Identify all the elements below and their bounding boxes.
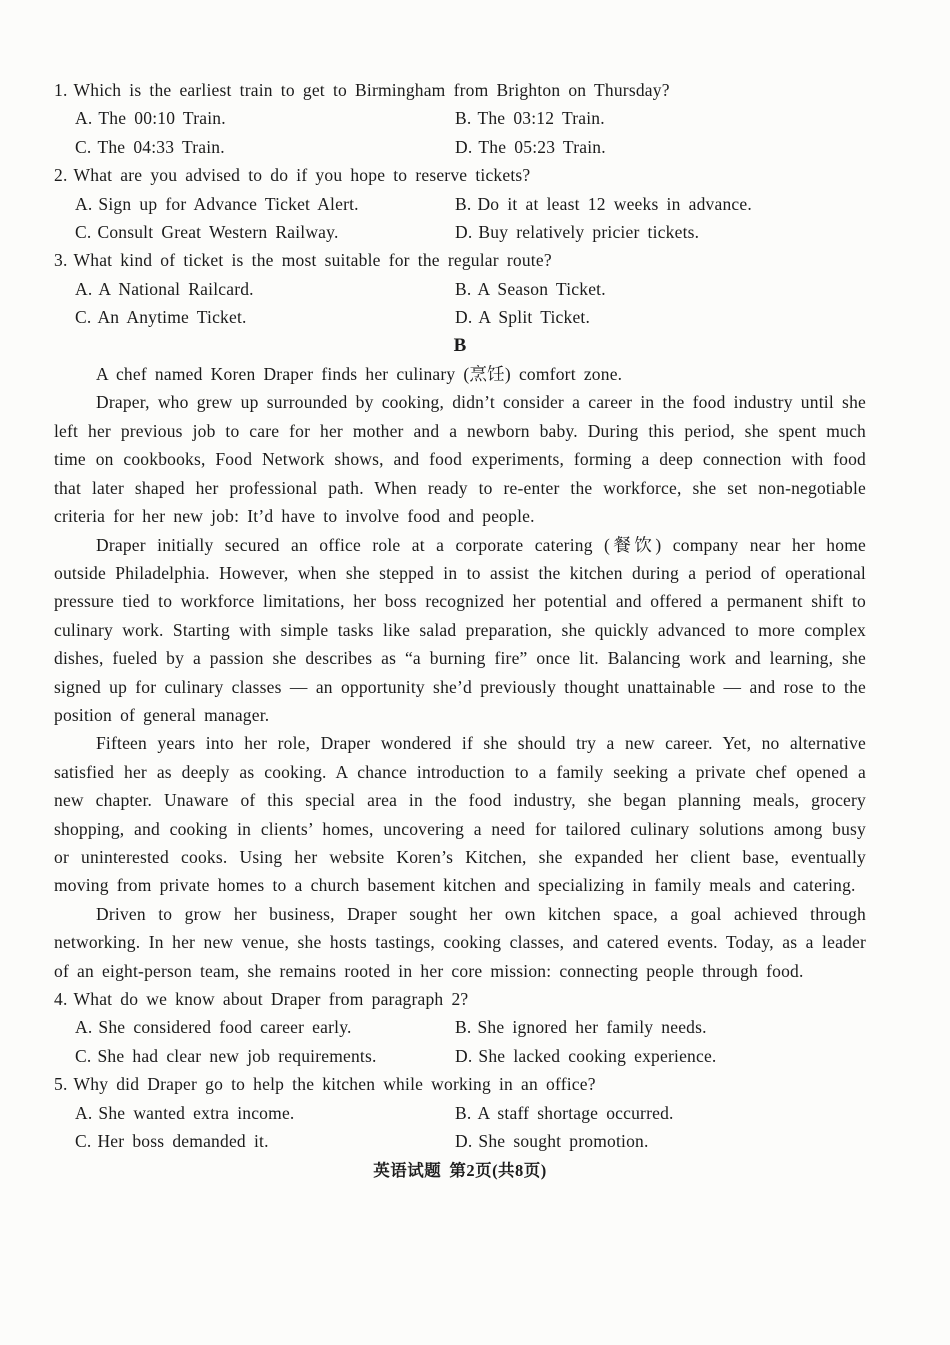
option-label: A.: [75, 108, 93, 129]
option-c: [75, 133, 455, 161]
option-text: The 04:33 Train.: [97, 136, 225, 157]
question-4: [54, 985, 866, 1070]
option-text: Her boss demanded it.: [97, 1131, 269, 1152]
question-3: [54, 246, 866, 331]
option-b: [455, 104, 866, 132]
passage-paragraph-1: Draper, who grew up surrounded by cooking, didn’t consider a career in the food industry until she left her previous job to care for her mother and a newborn baby. During this period, she spent much time on cookbooks, Food Network shows, and food experiments, forming a deep connection with food that later shaped her professional path. When ready to re-enter the workforce, she set non-negotiable criteria for her new job: It’d have to involve food and people.: [54, 392, 866, 527]
question-1: [54, 76, 866, 161]
question-text: What kind of ticket is the most suitable for the regular route?: [73, 250, 552, 271]
page-content: [54, 76, 866, 1186]
option-a: [75, 1013, 455, 1041]
option-label: B.: [455, 1017, 472, 1038]
option-label: A.: [75, 278, 93, 299]
option-b: [455, 1099, 866, 1127]
option-c: [75, 303, 455, 331]
option-text: Buy relatively pricier tickets.: [478, 222, 700, 243]
option-label: D.: [455, 136, 473, 157]
option-label: A.: [75, 1102, 93, 1123]
question-stem: [54, 161, 866, 189]
question-stem: [54, 76, 866, 104]
option-a: [75, 1099, 455, 1127]
question-number: 5.: [54, 1074, 68, 1095]
option-text: She sought promotion.: [478, 1131, 649, 1152]
option-a: [75, 104, 455, 132]
section-b-label: B: [453, 334, 467, 356]
option-d: [455, 303, 866, 331]
options-grid: [54, 275, 866, 332]
question-5: [54, 1070, 866, 1155]
option-text: A Split Ticket.: [478, 307, 591, 328]
option-label: B.: [455, 1102, 472, 1123]
options-grid: [54, 104, 866, 161]
option-text: An Anytime Ticket.: [97, 307, 247, 328]
question-stem: [54, 1070, 866, 1098]
option-text: A staff shortage occurred.: [477, 1102, 674, 1123]
option-d: [455, 218, 866, 246]
option-a: [75, 190, 455, 218]
option-b: [455, 190, 866, 218]
question-stem: [54, 985, 866, 1013]
question-2: [54, 161, 866, 246]
option-text: The 05:23 Train.: [478, 136, 606, 157]
option-label: C.: [75, 1131, 92, 1152]
option-d: [455, 1042, 866, 1070]
option-label: B.: [455, 108, 472, 129]
question-number: 3.: [54, 250, 68, 271]
option-label: C.: [75, 307, 92, 328]
option-text: A National Railcard.: [98, 278, 254, 299]
option-d: [455, 133, 866, 161]
question-text: Why did Draper go to help the kitchen while working in an office?: [73, 1074, 596, 1095]
option-label: A.: [75, 193, 93, 214]
passage-paragraph-2: Draper initially secured an office role at a corporate catering (餐饮) company near her home outside Philadelphia. However, when she stepped in to assist the kitchen during a period of operational pressure tied to workforce limitations, her boss recognized her potential and offered a permanent shift to culinary work. Starting with simple tasks like salad preparation, she quickly advanced to more complex dishes, fueled by a passion she describes as “a burning fire” once lit. Balancing work and learning, she signed up for culinary classes — an opportunity she’d previously thought unattainable — and rose to the position of general manager.: [54, 534, 866, 725]
page-footer: 英语试题 第2页(共8页): [373, 1161, 547, 1181]
option-c: [75, 218, 455, 246]
option-text: Do it at least 12 weeks in advance.: [477, 193, 752, 214]
option-label: D.: [455, 1131, 473, 1152]
option-label: D.: [455, 307, 473, 328]
question-number: 1.: [54, 80, 68, 100]
option-label: C.: [75, 222, 92, 243]
question-number: 4.: [54, 989, 68, 1009]
option-text: Sign up for Advance Ticket Alert.: [98, 193, 359, 214]
question-text: Which is the earliest train to get to Birmingham from Brighton on Thursday?: [73, 80, 670, 100]
question-text: What do we know about Draper from paragraph 2?: [73, 989, 469, 1009]
option-c: [75, 1127, 455, 1155]
option-text: She had clear new job requirements.: [97, 1045, 377, 1066]
option-b: [455, 1013, 866, 1041]
option-text: The 03:12 Train.: [477, 108, 605, 129]
option-text: She lacked cooking experience.: [478, 1045, 717, 1066]
option-label: C.: [75, 1045, 92, 1066]
option-text: A Season Ticket.: [477, 278, 606, 299]
options-grid: [54, 190, 866, 247]
question-text: What are you advised to do if you hope to reserve tickets?: [73, 165, 531, 186]
option-label: D.: [455, 222, 473, 243]
option-label: B.: [455, 278, 472, 299]
passage-paragraph-3: Fifteen years into her role, Draper wondered if she should try a new career. Yet, no alternative satisfied her as deeply as cooking. A chance introduction to a family seeking a private chef opened a new chapter. Unaware of this special area in the food industry, she began planning meals, grocery shopping, and cooking in clients’ homes, uncovering a need for tailored culinary solutions among busy or uninterested cooks. Using her website Koren’s Kitchen, she expanded her client base, eventually moving from private homes to a church basement kitchen and specializing in family meals and catering.: [54, 733, 866, 896]
option-d: [455, 1127, 866, 1155]
option-label: C.: [75, 136, 92, 157]
option-a: [75, 275, 455, 303]
option-label: D.: [455, 1045, 473, 1066]
question-stem: [54, 246, 866, 274]
passage-paragraph-4: Driven to grow her business, Draper sought her own kitchen space, a goal achieved through networking. In her new venue, she hosts tastings, cooking classes, and catered events. Today, as a leader of an eight-person team, she remains rooted in her core mission: connecting people through food.: [54, 903, 866, 981]
option-text: Consult Great Western Railway.: [97, 222, 339, 243]
options-grid: [54, 1013, 866, 1070]
option-text: She ignored her family needs.: [477, 1017, 707, 1038]
passage-intro: A chef named Koren Draper finds her culinary (烹饪) comfort zone.: [96, 364, 623, 385]
question-number: 2.: [54, 165, 68, 186]
option-text: She wanted extra income.: [98, 1102, 295, 1123]
option-label: B.: [455, 193, 472, 214]
option-text: The 00:10 Train.: [98, 108, 226, 129]
options-grid: [54, 1099, 866, 1156]
option-label: A.: [75, 1017, 93, 1038]
option-c: [75, 1042, 455, 1070]
option-text: She considered food career early.: [98, 1017, 352, 1038]
option-b: [455, 275, 866, 303]
